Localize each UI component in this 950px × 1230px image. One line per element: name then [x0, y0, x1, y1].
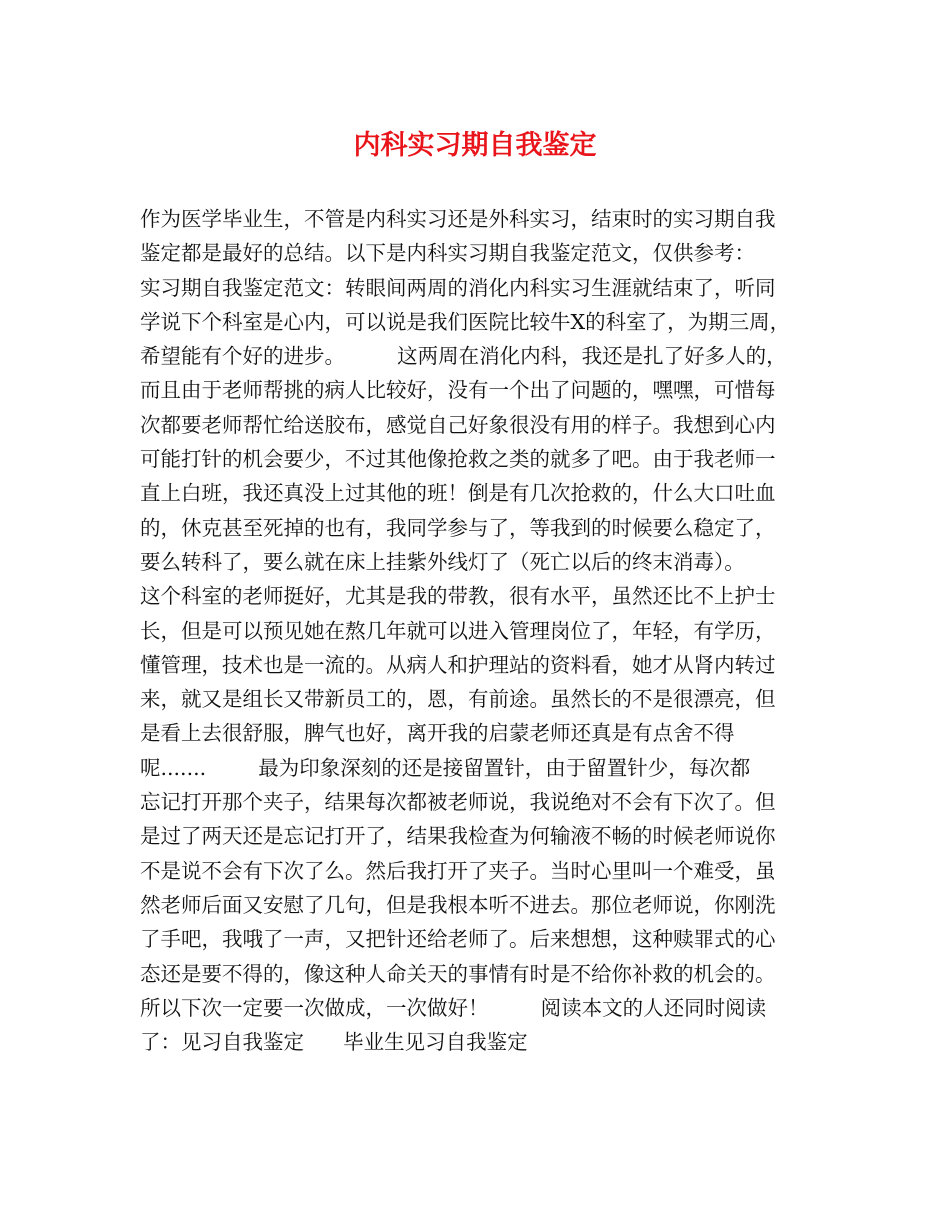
body-line: 所以下次一定要一次做成，一次做好！ 阅读本文的人还同时阅读 [140, 995, 767, 1020]
body-line: 不是说不会有下次了么。然后我打开了夹子。当时心里叫一个难受，虽 [140, 858, 776, 883]
body-line: 次都要老师帮忙给送胶布，感觉自己好象很没有用的样子。我想到心内 [140, 412, 776, 437]
body-line: 了手吧，我哦了一声，又把针还给老师了。后来想想，这种赎罪式的心 [140, 927, 776, 952]
body-line: 忘记打开那个夹子，结果每次都被老师说，我说绝对不会有下次了。但 [140, 790, 776, 815]
body-line: 来，就又是组长又带新员工的，恩，有前途。虽然长的不是很漂亮，但 [140, 687, 776, 712]
body-line: 作为医学毕业生，不管是内科实习还是外科实习，结束时的实习期自我 [140, 207, 776, 231]
body-line: 懂管理，技术也是一流的。从病人和护理站的资料看，她才从肾内转过 [140, 652, 776, 677]
body-line: 可能打针的机会要少，不过其他像抢救之类的就多了吧。由于我老师一 [140, 447, 776, 472]
body-line: 然老师后面又安慰了几句，但是我根本听不进去。那位老师说，你刚洗 [140, 892, 776, 917]
body-line: 是过了两天还是忘记打开了，结果我检查为何输液不畅的时候老师说你 [140, 824, 776, 849]
body-line: 这个科室的老师挺好，尤其是我的带教，很有水平，虽然还比不上护士 [140, 584, 776, 609]
body-line: 是看上去很舒服，脾气也好，离开我的启蒙老师还真是有点舍不得 [140, 721, 735, 746]
body-line: 了：见习自我鉴定 毕业生见习自我鉴定 [140, 1030, 528, 1055]
body-line: 长，但是可以预见她在熬几年就可以进入管理岗位了，年轻，有学历， [140, 618, 776, 643]
body-line: 直上白班，我还真没上过其他的班！倒是有几次抢救的，什么大口吐血 [140, 481, 776, 506]
body-line: 实习期自我鉴定范文：转眼间两周的消化内科实习生涯就结束了，听同 [140, 275, 776, 300]
body-line: 态还是要不得的，像这种人命关天的事情有时是不给你补救的机会的。 [140, 961, 776, 986]
body-line: 希望能有个好的进步。 这两周在消化内科，我还是扎了好多人的， [140, 344, 787, 369]
body-line: 要么转科了，要么就在床上挂紫外线灯了（死亡以后的终末消毒）。 [140, 549, 745, 574]
document-body [140, 202, 816, 1059]
document-title: 内科实习期自我鉴定 [353, 130, 597, 161]
body-line: 学说下个科室是心内，可以说是我们医院比较牛X的科室了，为期三周， [140, 309, 791, 334]
body-line: 呢....... 最为印象深刻的还是接留置针，由于留置针少，每次都 [140, 755, 751, 780]
body-line: 而且由于老师帮挑的病人比较好，没有一个出了问题的，嘿嘿，可惜每 [140, 378, 776, 403]
body-line: 的，休克甚至死掉的也有，我同学参与了，等我到的时候要么稳定了， [140, 515, 776, 540]
body-line: 鉴定都是最好的总结。以下是内科实习期自我鉴定范文，仅供参考： [140, 241, 755, 266]
